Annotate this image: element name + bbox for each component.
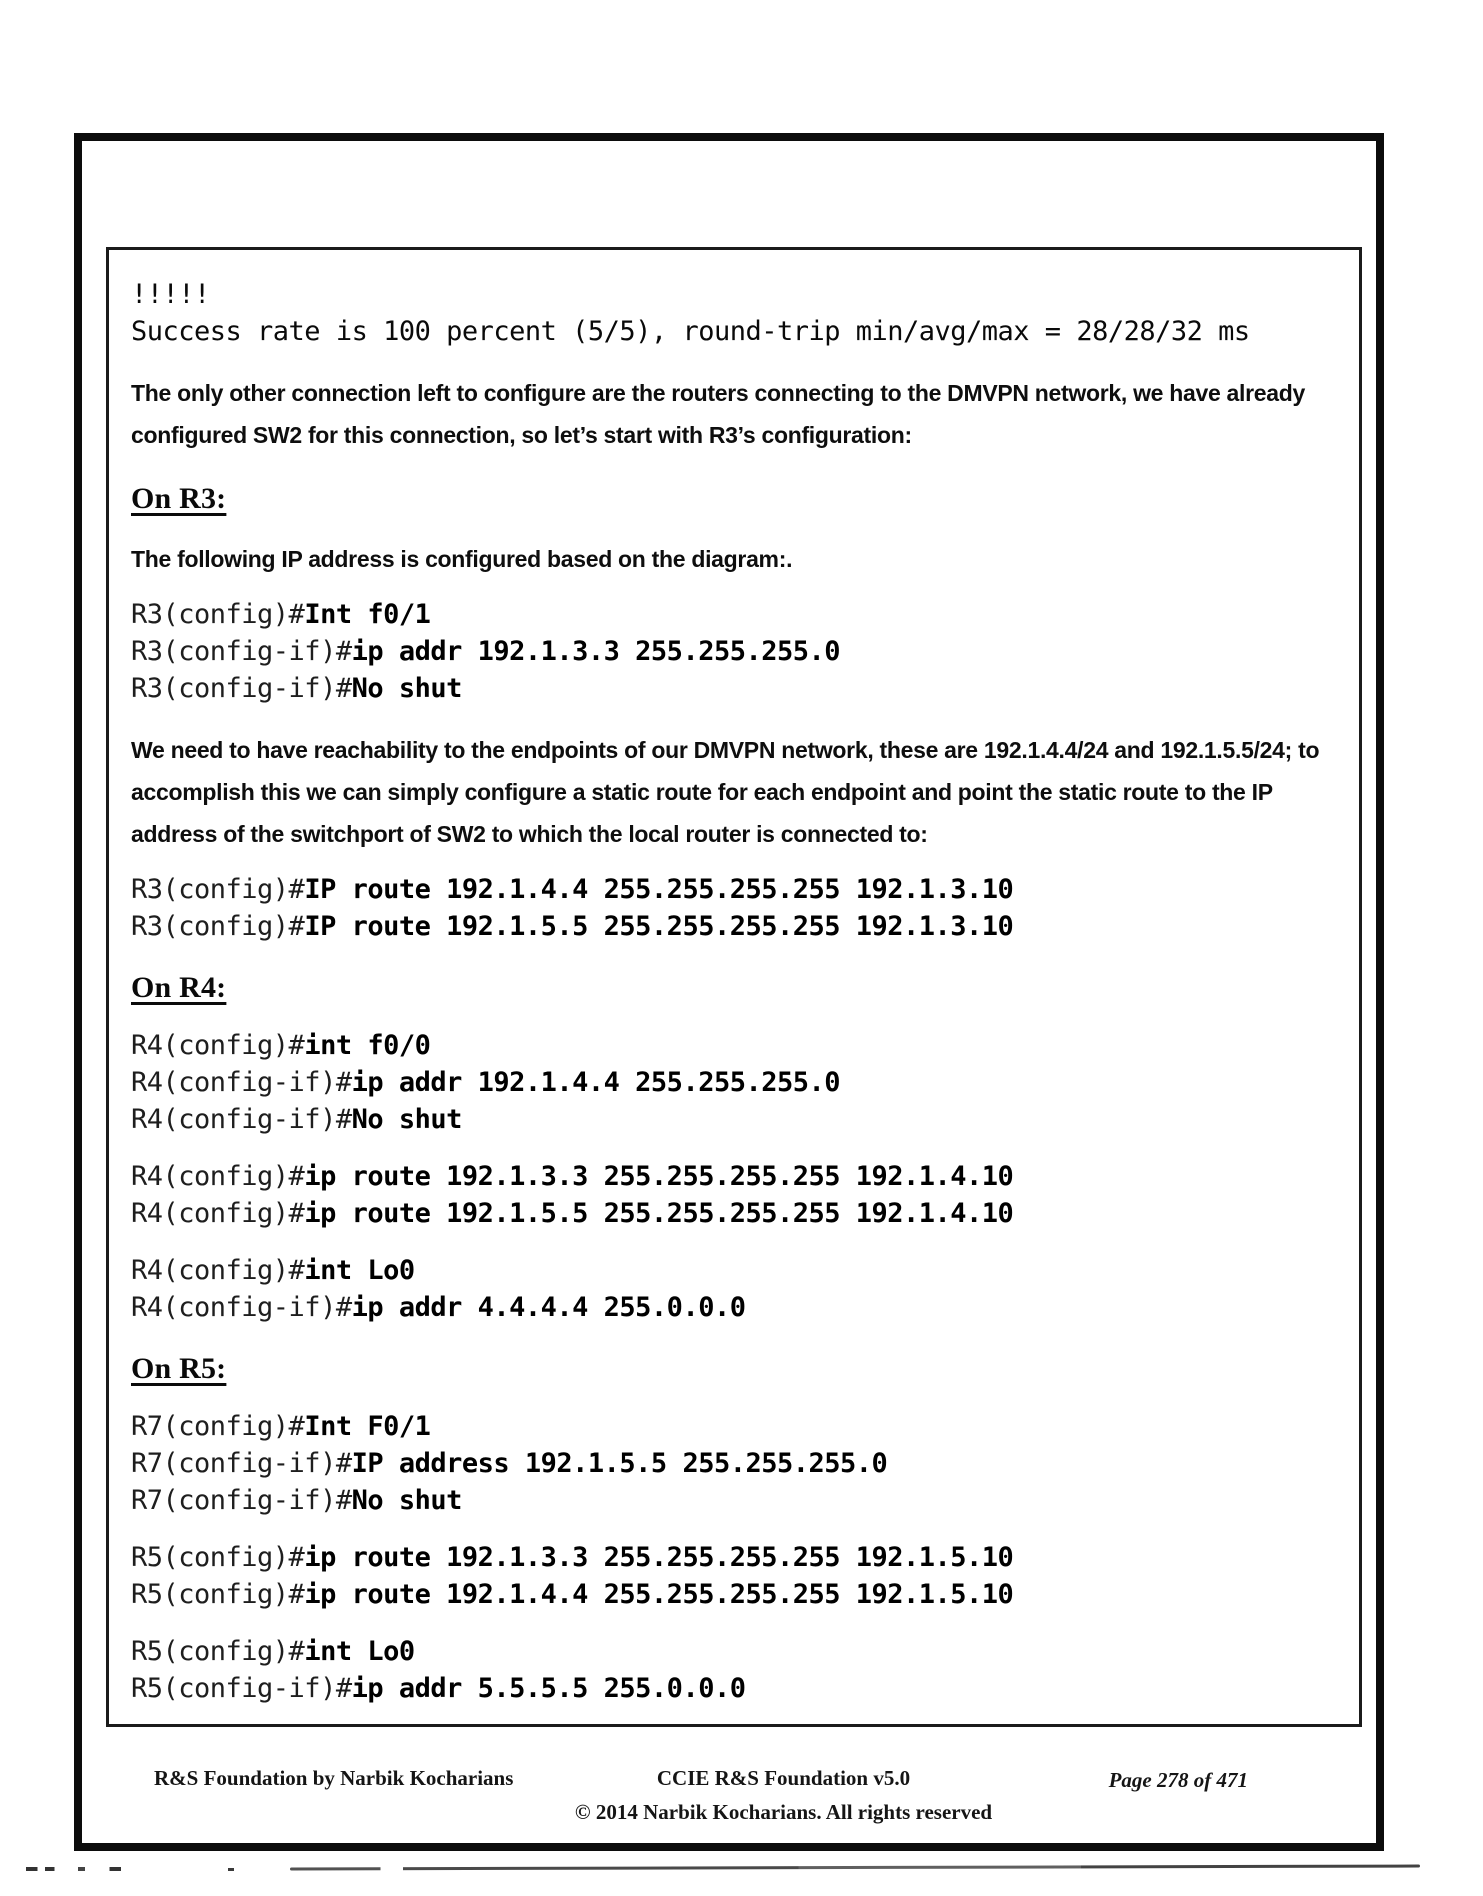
section-heading-block xyxy=(131,482,1337,516)
config-command-line xyxy=(131,1252,1337,1289)
footer-copyright: © 2014 Narbik Kocharians. All rights reserved xyxy=(574,1800,993,1824)
footer-book-title: R&S Foundation by Narbik Kocharians xyxy=(154,1766,514,1790)
config-command-line xyxy=(131,1195,1337,1232)
prompt-prefix: R5(config)# xyxy=(131,1579,305,1610)
console-block xyxy=(131,1252,1337,1326)
prompt-prefix: R7(config)# xyxy=(131,1411,305,1442)
section-heading: On R3: xyxy=(131,482,227,515)
command-text: ip route 192.1.4.4 255.255.255.255 192.1.5.10 xyxy=(304,1579,1014,1610)
console-output-line xyxy=(131,313,1337,350)
prompt-prefix: R4(config)# xyxy=(131,1030,305,1061)
footer-page-number: Page 278 of 471 xyxy=(1108,1768,1248,1792)
command-text: IP route 192.1.4.4 255.255.255.255 192.1.3.10 xyxy=(304,874,1014,905)
prompt-prefix: R5(config)# xyxy=(131,1636,305,1667)
command-text: ip route 192.1.3.3 255.255.255.255 192.1.5.10 xyxy=(304,1542,1014,1573)
paragraph-text: The following IP address is configured based on the diagram:. xyxy=(131,546,793,572)
command-text: No shut xyxy=(351,1485,462,1516)
config-command-line xyxy=(131,1670,1337,1707)
config-command-line xyxy=(131,1027,1337,1064)
scan-artifact-dashes xyxy=(26,1867,121,1871)
prompt-prefix: R7(config-if)# xyxy=(131,1448,352,1479)
command-text: ip route 192.1.3.3 255.255.255.255 192.1.4.10 xyxy=(304,1161,1014,1192)
command-text: Int f0/1 xyxy=(304,599,431,630)
config-command-line xyxy=(131,1576,1337,1613)
prompt-prefix: R3(config)# xyxy=(131,911,305,942)
command-text: int Lo0 xyxy=(304,1255,415,1286)
command-text: !!!!! xyxy=(131,279,210,310)
config-command-line xyxy=(131,1158,1337,1195)
section-heading: On R4: xyxy=(131,971,227,1004)
command-text: ip addr 192.1.3.3 255.255.255.0 xyxy=(351,636,840,667)
command-text: IP address 192.1.5.5 255.255.255.0 xyxy=(351,1448,888,1479)
command-text: No shut xyxy=(351,1104,462,1135)
config-command-line xyxy=(131,633,1337,670)
config-command-line xyxy=(131,871,1337,908)
command-text: ip addr 4.4.4.4 255.0.0.0 xyxy=(351,1292,746,1323)
footer-course-version: CCIE R&S Foundation v5.0 xyxy=(656,1766,911,1790)
config-command-line xyxy=(131,1539,1337,1576)
console-block xyxy=(131,276,1337,350)
console-block xyxy=(131,1408,1337,1519)
prompt-prefix: R3(config-if)# xyxy=(131,636,352,667)
section-heading: On R5: xyxy=(131,1352,227,1385)
paragraph-block xyxy=(131,538,1337,580)
config-command-line xyxy=(131,1633,1337,1670)
command-text: ip addr 192.1.4.4 255.255.255.0 xyxy=(351,1067,840,1098)
content-box xyxy=(106,247,1362,1727)
console-block xyxy=(131,871,1337,945)
paragraph-text: The only other connection left to configure are the routers connecting to the DMVPN network, we have already configured SW2 for this connection, so let’s start with R3’s configuration: xyxy=(131,380,1306,448)
prompt-prefix: R7(config-if)# xyxy=(131,1485,352,1516)
command-text: IP route 192.1.5.5 255.255.255.255 192.1.3.10 xyxy=(304,911,1014,942)
config-command-line xyxy=(131,670,1337,707)
prompt-prefix: R5(config-if)# xyxy=(131,1673,352,1704)
scan-artifact-line xyxy=(290,1865,1420,1871)
console-block xyxy=(131,1158,1337,1232)
command-text: Success rate is 100 percent (5/5), round-trip min/avg/max = 28/28/32 ms xyxy=(131,316,1250,347)
command-text: int Lo0 xyxy=(304,1636,415,1667)
prompt-prefix: R4(config)# xyxy=(131,1198,305,1229)
config-command-line xyxy=(131,1101,1337,1138)
paragraph-text: We need to have reachability to the endpoints of our DMVPN network, these are 192.1.4.4/24 and 192.1.5.5/24; to accomplish this we can simply configure a static route for each endpoint and point the static route to the IP address of the switchport of SW2 to which the local router is connected to: xyxy=(131,737,1320,847)
config-command-line xyxy=(131,1445,1337,1482)
command-text: int f0/0 xyxy=(304,1030,431,1061)
config-command-line xyxy=(131,1289,1337,1326)
config-command-line xyxy=(131,1482,1337,1519)
paragraph-block xyxy=(131,372,1337,456)
console-block xyxy=(131,1633,1337,1707)
section-heading-block xyxy=(131,971,1337,1005)
console-block xyxy=(131,596,1337,707)
scan-artifact-dot xyxy=(228,1868,234,1871)
section-heading-block xyxy=(131,1352,1337,1386)
command-text: No shut xyxy=(351,673,462,704)
prompt-prefix: R4(config-if)# xyxy=(131,1292,352,1323)
command-text: Int F0/1 xyxy=(304,1411,431,1442)
page-footer xyxy=(74,1758,1368,1838)
paragraph-block xyxy=(131,729,1337,855)
config-command-line xyxy=(131,908,1337,945)
prompt-prefix: R3(config-if)# xyxy=(131,673,352,704)
config-command-line xyxy=(131,1064,1337,1101)
config-command-line xyxy=(131,596,1337,633)
prompt-prefix: R3(config)# xyxy=(131,599,305,630)
prompt-prefix: R4(config-if)# xyxy=(131,1067,352,1098)
prompt-prefix: R4(config)# xyxy=(131,1255,305,1286)
prompt-prefix: R4(config-if)# xyxy=(131,1104,352,1135)
command-text: ip addr 5.5.5.5 255.0.0.0 xyxy=(351,1673,746,1704)
console-output-line xyxy=(131,276,1337,313)
command-text: ip route 192.1.5.5 255.255.255.255 192.1.4.10 xyxy=(304,1198,1014,1229)
prompt-prefix: R3(config)# xyxy=(131,874,305,905)
prompt-prefix: R4(config)# xyxy=(131,1161,305,1192)
console-block xyxy=(131,1539,1337,1613)
prompt-prefix: R5(config)# xyxy=(131,1542,305,1573)
config-command-line xyxy=(131,1408,1337,1445)
console-block xyxy=(131,1027,1337,1138)
